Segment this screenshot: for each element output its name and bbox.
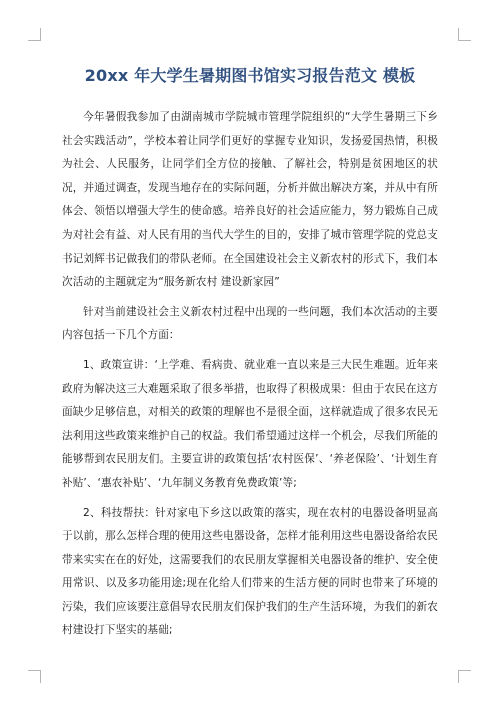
paragraph-intro: 今年暑假我参加了由湖南城市学院城市管理学院组织的“大学生暑期三下乡社会实践活动”，学校本着让同学们更好的掌握专业知识，发扬爱国热情，积极为社会、人民服务，让同学们全方位的接触、了解社会，特别是贫困地区的状况，并通过调查，发现当地存在的实际问题，分析并做出解决方案，并从中有所体会、领悟以增强大学生的使命感。培养良好的社会适应能力，努力锻炼自己成为对社会有益、对人民有用的当代大学生的目的，安排了城市管理学院的党总支书记刘辉书记做我们的带队老师。在全国建设社会主义新农村的形式下，我们本次活动的主题就定为“服务新农村 建设新家园” (62, 111, 438, 289)
paragraph-policy-promotion: 1、政策宣讲：‘上学难、看病贵、就业难一直以来是三大民生难题。近年来政府为解决这三大难题采取了很多举措，也取得了积极成果：但由于农民在这方面缺少足够信息，对相关的政策的理解也不是很全面，这样就造成了很多农民无法利用这些政策来维护自己的权益。我们希望通过这样一个机会，尽我们所能的能够帮到农民朋友们。主要宣讲的政策包括‘农村医保’、‘养老保险’、‘计划生育补贴’、‘惠农补贴’、‘九年制义务教育免费政策’等; (62, 358, 438, 489)
page-corner-mark-top-left (28, 28, 41, 41)
paragraph-main-content: 针对当前建设社会主义新农村过程中出现的一些问题，我们本次活动的主要内容包括一下几个方面： (62, 305, 438, 342)
document-body (62, 106, 438, 649)
page-corner-mark-top-right (458, 28, 471, 41)
page-corner-mark-bottom-right (458, 670, 471, 683)
page-corner-mark-bottom-left (28, 670, 41, 683)
document-title: 20xx 年大学生暑期图书馆实习报告范文 模板 (84, 66, 416, 85)
paragraph-tech-assistance: 2、科技帮扶：针对家电下乡这以政策的落实，现在农村的电器设备明显高于以前，那么怎样合理的使用这些电器设备，怎样才能利用这些电器设备给农民带来实实在在的好处，这需要我们的农民朋友掌握相关电器设备的维护、安全使用常识、以及多功能用途;现在化给人们带来的生活方便的同时也带来了环境的污染，我们应该要注意倡导农民朋友们保护我们的生产生活环境，为我们的新农村建设打下坚实的基础; (62, 506, 438, 637)
